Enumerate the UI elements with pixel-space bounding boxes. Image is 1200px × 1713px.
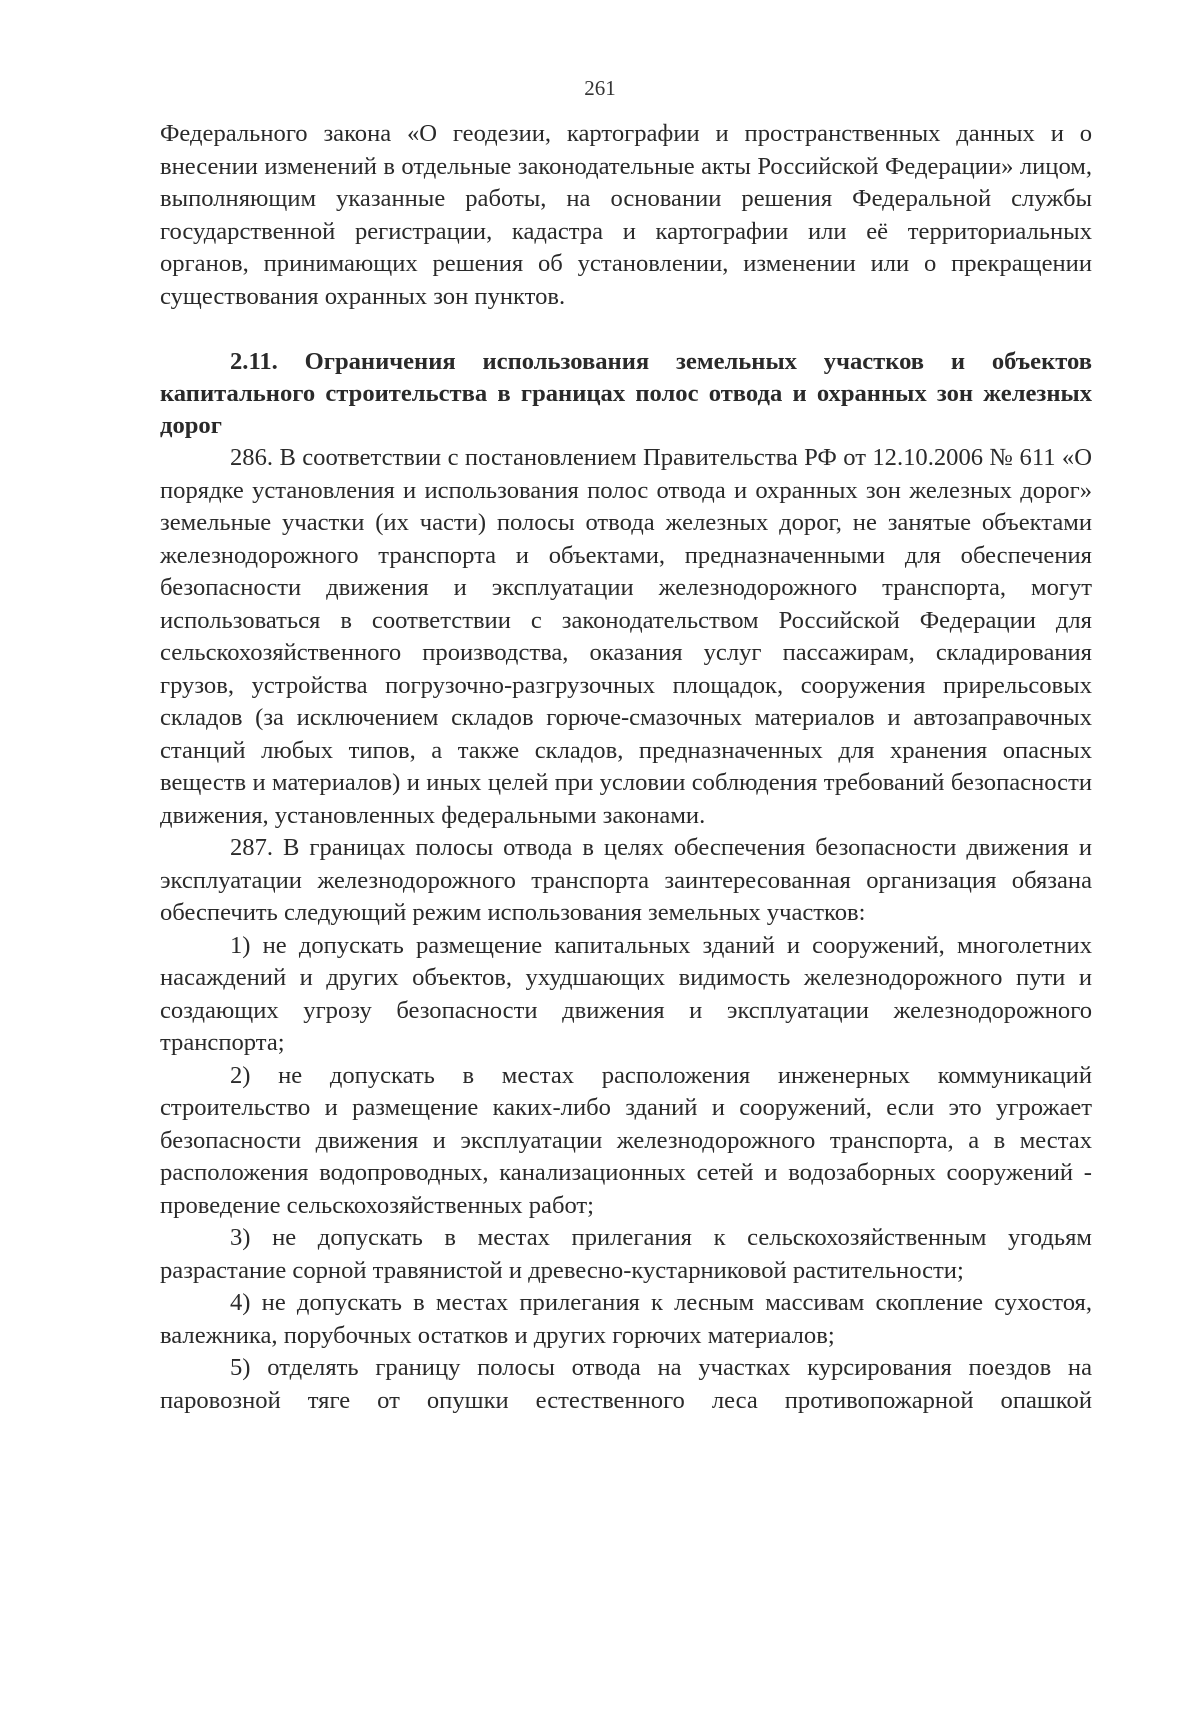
section-heading: 2.11. Ограничения использования земельных участков и объектов капитального строительства в границах полос отвода и охранных зон железных дорог xyxy=(160,348,1092,439)
list-item-2: 2) не допускать в местах расположения инженерных коммуникаций строительство и размещение каких-либо зданий и сооружений, если это угрожает безопасности движения и эксплуатации железнодорожного транспорта, а в местах расположения водопроводных, канализационных сетей и водозаборных сооружений - проведение сельскохозяйственных работ; xyxy=(160,1061,1092,1219)
paragraph-287: 287. В границах полосы отвода в целях обеспечения безопасности движения и эксплуатации железнодорожного транспорта заинтересованная организация обязана обеспечить следующий режим использования земельных участков: xyxy=(160,834,1092,926)
document-body xyxy=(160,118,1092,1417)
paragraph-286: 286. В соответствии с постановлением Правительства РФ от 12.10.2006 № 611 «О порядке установления и использования полос отвода и охранных зон железных дорог» земельные участки (их части) полосы отвода железных дорог, не занятые объектами железнодорожного транспорта и объектами, предназначенными для обеспечения безопасности движения и эксплуатации железнодорожного транспорта, могут использоваться в соответствии с законодательством Российской Федерации для сельскохозяйственного производства, оказания услуг пассажирам, складирования грузов, устройства погрузочно-разгрузочных площадок, сооружения прирельсовых складов (за исключением складов горюче-смазочных материалов и автозаправочных станций любых типов, а также складов, предназначенных для хранения опасных веществ и материалов) и иных целей при условии соблюдения требований безопасности движения, установленных федеральными законами. xyxy=(160,444,1092,829)
intro-paragraph: Федерального закона «О геодезии, картографии и пространственных данных и о внесении изменений в отдельные законодательные акты Российской Федерации» лицом, выполняющим указанные работы, на основании решения Федеральной службы государственной регистрации, кадастра и картографии или её территориальных органов, принимающих решения об установлении, изменении или о прекращении существования охранных зон пунктов. xyxy=(160,120,1092,310)
list-item-1: 1) не допускать размещение капитальных зданий и сооружений, многолетних насаждений и других объектов, ухудшающих видимость железнодорожного пути и создающих угрозу безопасности движения и эксплуатации железнодорожного транспорта; xyxy=(160,931,1092,1056)
page-number: 261 xyxy=(584,76,616,100)
list-item-4: 4) не допускать в местах прилегания к лесным массивам скопление сухостоя, валежника, порубочных остатков и других горючих материалов; xyxy=(160,1289,1092,1349)
list-item-3: 3) не допускать в местах прилегания к сельскохозяйственным угодьям разрастание сорной травянистой и древесно-кустарниковой растительности; xyxy=(160,1224,1092,1284)
list-item-5: 5) отделять границу полосы отвода на участках курсирования поездов на паровозной тяге от опушки естественного леса противопожарной опашкой xyxy=(160,1354,1092,1414)
